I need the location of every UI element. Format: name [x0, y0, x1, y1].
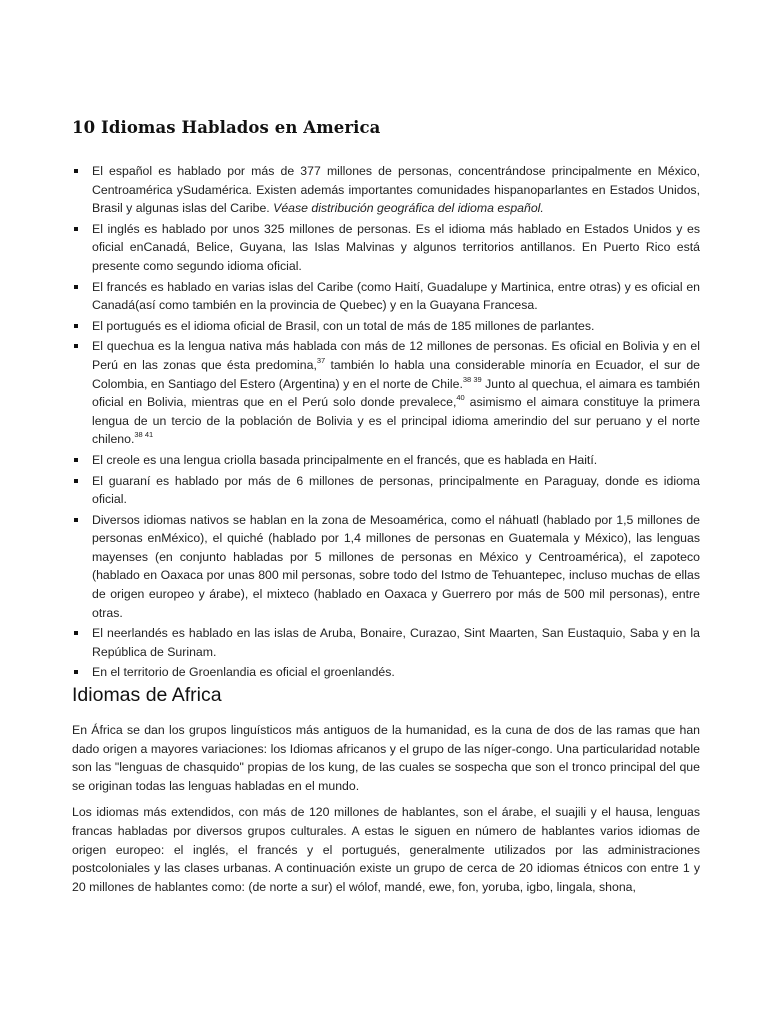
list-item: [72, 162, 700, 218]
section-heading: Idiomas de Africa: [72, 684, 222, 706]
footnote-ref: 38 41: [134, 430, 154, 440]
list-item: El creole es una lengua criolla basada principalmente en el francés, que es hablada en Haití.: [72, 451, 700, 470]
list-item-text: El quechua es la lengua nativa más hablada con más de 12 millones de personas. Es oficial en Bolivia y en el Perú en las zonas que ésta predomina,: [92, 339, 700, 372]
list-item: El francés es hablado en varias islas del Caribe (como Haití, Guadalupe y Martinica, entre otras) y es oficial en Canadá(así como también en la provincia de Quebec) y en la Guayana Francesa.: [72, 278, 700, 315]
list-item: El inglés es hablado por unos 325 millones de personas. Es el idioma más hablado en Estados Unidos y es oficial enCanadá, Belice, Guyana, las Islas Malvinas y algunos territorios antillanos. En Puerto Rico está presente como segundo idioma oficial.: [72, 220, 700, 276]
list-item: Diversos idiomas nativos se hablan en la zona de Mesoamérica, como el náhuatl (hablado por 1,5 millones de personas enMéxico), el quiché (hablado por 1,4 millones de personas en Guatemala y México), las lenguas mayenses (en conjunto habladas por 5 millones de personas en México y Centroamérica), el zapoteco (hablado en Oaxaca por unas 800 mil personas, sobre todo del Istmo de Tehuantepec, incluso muchas de ellas de origen europeo y árabe), el mixteco (hablado en Oaxaca y Guerrero por más de 500 mil personas), entre otras.: [72, 511, 700, 623]
footnote-ref: 37: [316, 355, 326, 365]
list-item-text: El español es hablado por más de 377 millones de personas, concentrándose principalmente en México, Centroamérica ySudamérica. Existen además importantes comunidades hispanoparlantes en Estados Unidos, Brasil y algunas islas del Caribe.: [92, 164, 700, 216]
page-title: 10 Idiomas Hablados en America: [72, 118, 381, 137]
list-item: El portugués es el idioma oficial de Brasil, con un total de más de 185 millones de parlantes.: [72, 317, 700, 336]
section-body: [72, 721, 700, 904]
list-item-text: también lo habla una considerable minoría en Ecuador, el sur de Colombia, en Santiago del Estero (Argentina) y en el norte de Chile.: [92, 357, 700, 391]
paragraph: En África se dan los grupos linguísticos más antiguos de la humanidad, es la cuna de dos de las ramas que han dado origen a mayores variaciones: los Idiomas africanos y el grupo de las níger-congo. Una particularidad notable son las "lenguas de chasquido" propias de los kung, de las cuales se sospecha que son el tronco principal del que se originan todas las lenguas habladas en el mundo.: [72, 723, 700, 793]
list-item: El neerlandés es hablado en las islas de Aruba, Bonaire, Curazao, Sint Maarten, San Eustaquio, Saba y en la República de Surinam.: [72, 624, 700, 661]
languages-list: [72, 162, 700, 684]
list-item-text: asimismo el aimara constituye la primera lengua de un tercio de la población de Bolivia y es el principal idioma amerindio del sur peruano y el norte chileno.: [92, 395, 700, 447]
footnote-ref: 40: [456, 393, 465, 403]
paragraph: Los idiomas más extendidos, con más de 120 millones de hablantes, son el árabe, el suajili y el hausa, lenguas francas habladas por diversos grupos culturales. A estas le siguen en número de hablantes varios idiomas de origen europeo: el inglés, el francés y el portugués, generalmente utilizados por las administraciones postcoloniales y las clases urbanas. A continuación existe un grupo de cerca de 20 idiomas étnicos con entre 1 y 20 millones de hablantes como: (de norte a sur) el wólof, mandé, ewe, fon, yoruba, igbo, lingala, shona,: [72, 805, 700, 894]
list-item: En el territorio de Groenlandia es oficial el groenlandés.: [72, 663, 700, 682]
see-also-note: Véase distribución geográfica del idioma español.: [273, 201, 544, 216]
list-item-text: Junto al quechua, el aimara es también oficial en Bolivia, mientras que en el Perú solo donde prevalece,: [92, 376, 700, 410]
list-item: El guaraní es hablado por más de 6 millones de personas, principalmente en Paraguay, donde es idioma oficial.: [72, 472, 700, 509]
footnote-ref: 38 39: [462, 374, 482, 384]
list-item: [72, 337, 700, 449]
